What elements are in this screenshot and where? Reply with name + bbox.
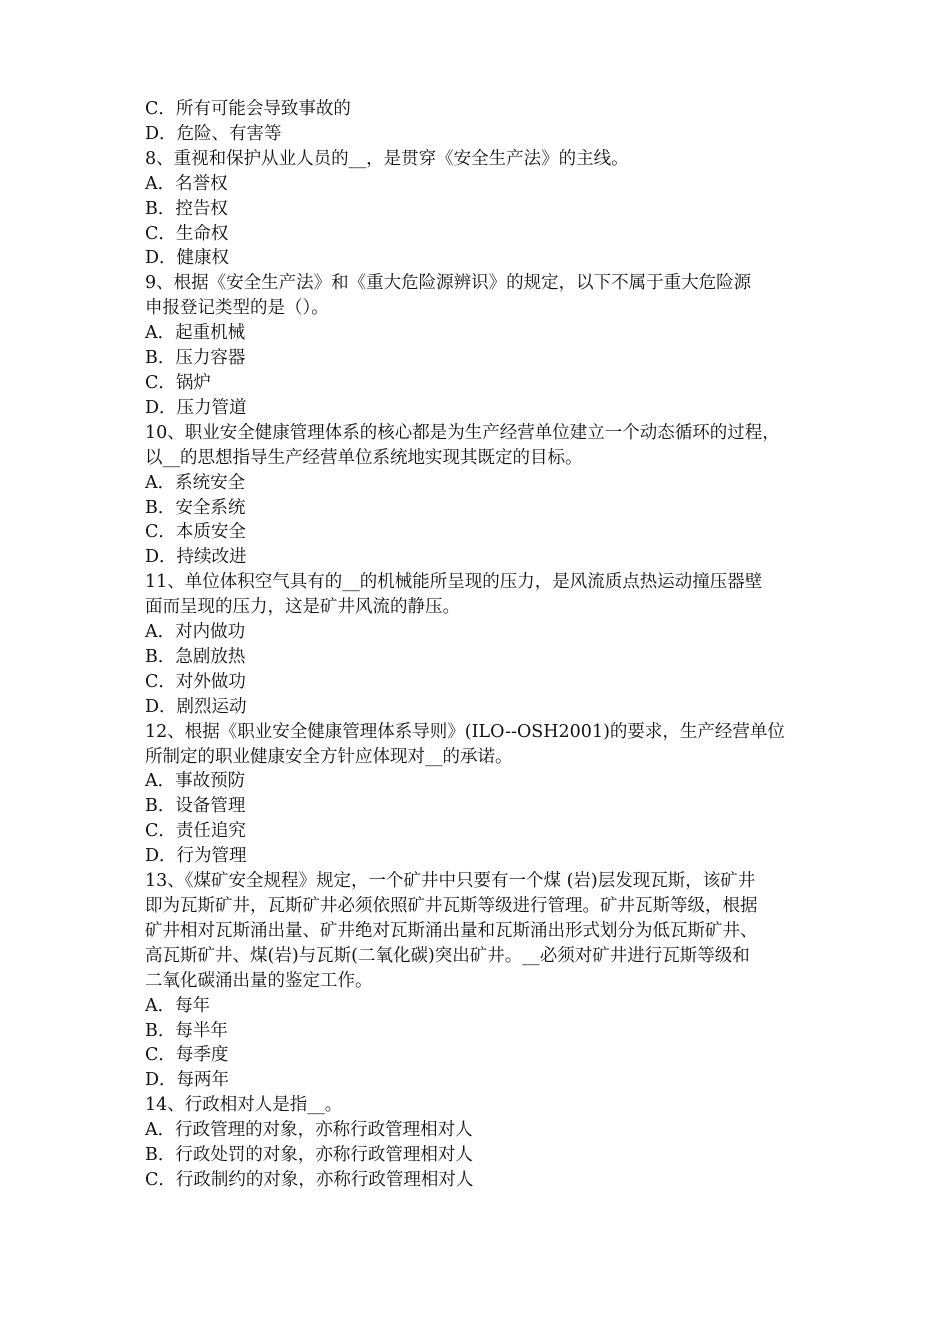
option-line: A．事故预防 — [145, 771, 246, 792]
question-line: 申报登记类型的是（）。 — [145, 298, 329, 319]
option-line: B．急剧放热 — [145, 646, 246, 667]
option-line: A．对内做功 — [145, 622, 246, 643]
option-line: C．锅炉 — [145, 372, 211, 393]
option-line: C．每季度 — [145, 1045, 229, 1066]
option-line: C．责任追究 — [145, 821, 246, 842]
option-line: D．剧烈运动 — [145, 696, 247, 717]
option-line: D．健康权 — [145, 248, 230, 269]
question-line: 以__的思想指导生产经营单位系统地实现其既定的目标。 — [145, 447, 583, 468]
question-line: 12、根据《职业安全健康管理体系导则》(ILO--OSH2001)的要求，生产经营单位 — [145, 721, 785, 742]
option-line: A．起重机械 — [145, 323, 246, 344]
option-line: D．压力管道 — [145, 397, 247, 418]
option-line: B．安全系统 — [145, 497, 246, 518]
option-line: B．每半年 — [145, 1020, 228, 1041]
option-line: A．系统安全 — [145, 472, 246, 493]
question-line: 14、行政相对人是指__。 — [145, 1095, 343, 1116]
option-line: A．名誉权 — [145, 173, 228, 194]
option-line: D．危险、有害等 — [145, 123, 282, 144]
option-line: C．行政制约的对象，亦称行政管理相对人 — [145, 1169, 474, 1190]
option-line: C．所有可能会导致事故的 — [145, 99, 351, 119]
question-line: 二氧化碳涌出量的鉴定工作。 — [145, 970, 373, 991]
question-line: 高瓦斯矿井、煤(岩)与瓦斯(二氧化碳)突出矿井。__必须对矿井进行瓦斯等级和 — [145, 945, 750, 966]
option-line: C．本质安全 — [145, 522, 246, 543]
question-line: 8、重视和保护从业人员的__，是贯穿《安全生产法》的主线。 — [145, 148, 629, 169]
option-line: A．每年 — [145, 995, 211, 1016]
option-line: B．控告权 — [145, 198, 228, 219]
option-line: B．行政处罚的对象，亦称行政管理相对人 — [145, 1145, 473, 1166]
option-line: D．行为管理 — [145, 846, 247, 867]
question-line: 10、职业安全健康管理体系的核心都是为生产经营单位建立一个动态循环的过程， — [145, 422, 780, 443]
option-line: C．对外做功 — [145, 671, 246, 692]
option-line: B．压力容器 — [145, 348, 246, 369]
option-line: C．生命权 — [145, 223, 229, 244]
option-line: D．持续改进 — [145, 547, 247, 568]
question-line: 即为瓦斯矿井，瓦斯矿井必须依照矿井瓦斯等级进行管理。矿井瓦斯等级，根据 — [145, 896, 758, 916]
document-page — [145, 97, 825, 1193]
option-line: D．每两年 — [145, 1070, 230, 1091]
question-line: 11、单位体积空气具有的__的机械能所呈现的压力，是风流质点热运动撞压器壁 — [145, 572, 763, 593]
question-line: 所制定的职业健康安全方针应体现对__的承诺。 — [145, 746, 513, 767]
option-line: A．行政管理的对象，亦称行政管理相对人 — [145, 1120, 473, 1141]
question-line: 13、《煤矿安全规程》规定，一个矿井中只要有一个煤 (岩)层发现瓦斯，该矿井 — [145, 871, 756, 892]
question-line: 面而呈现的压力，这是矿井风流的静压。 — [145, 597, 460, 618]
option-line: B．设备管理 — [145, 796, 246, 817]
question-line: 矿井相对瓦斯涌出量、矿井绝对瓦斯涌出量和瓦斯涌出形式划分为低瓦斯矿井、 — [145, 920, 758, 941]
question-line: 9、根据《安全生产法》和《重大危险源辨识》的规定，以下不属于重大危险源 — [145, 273, 752, 294]
